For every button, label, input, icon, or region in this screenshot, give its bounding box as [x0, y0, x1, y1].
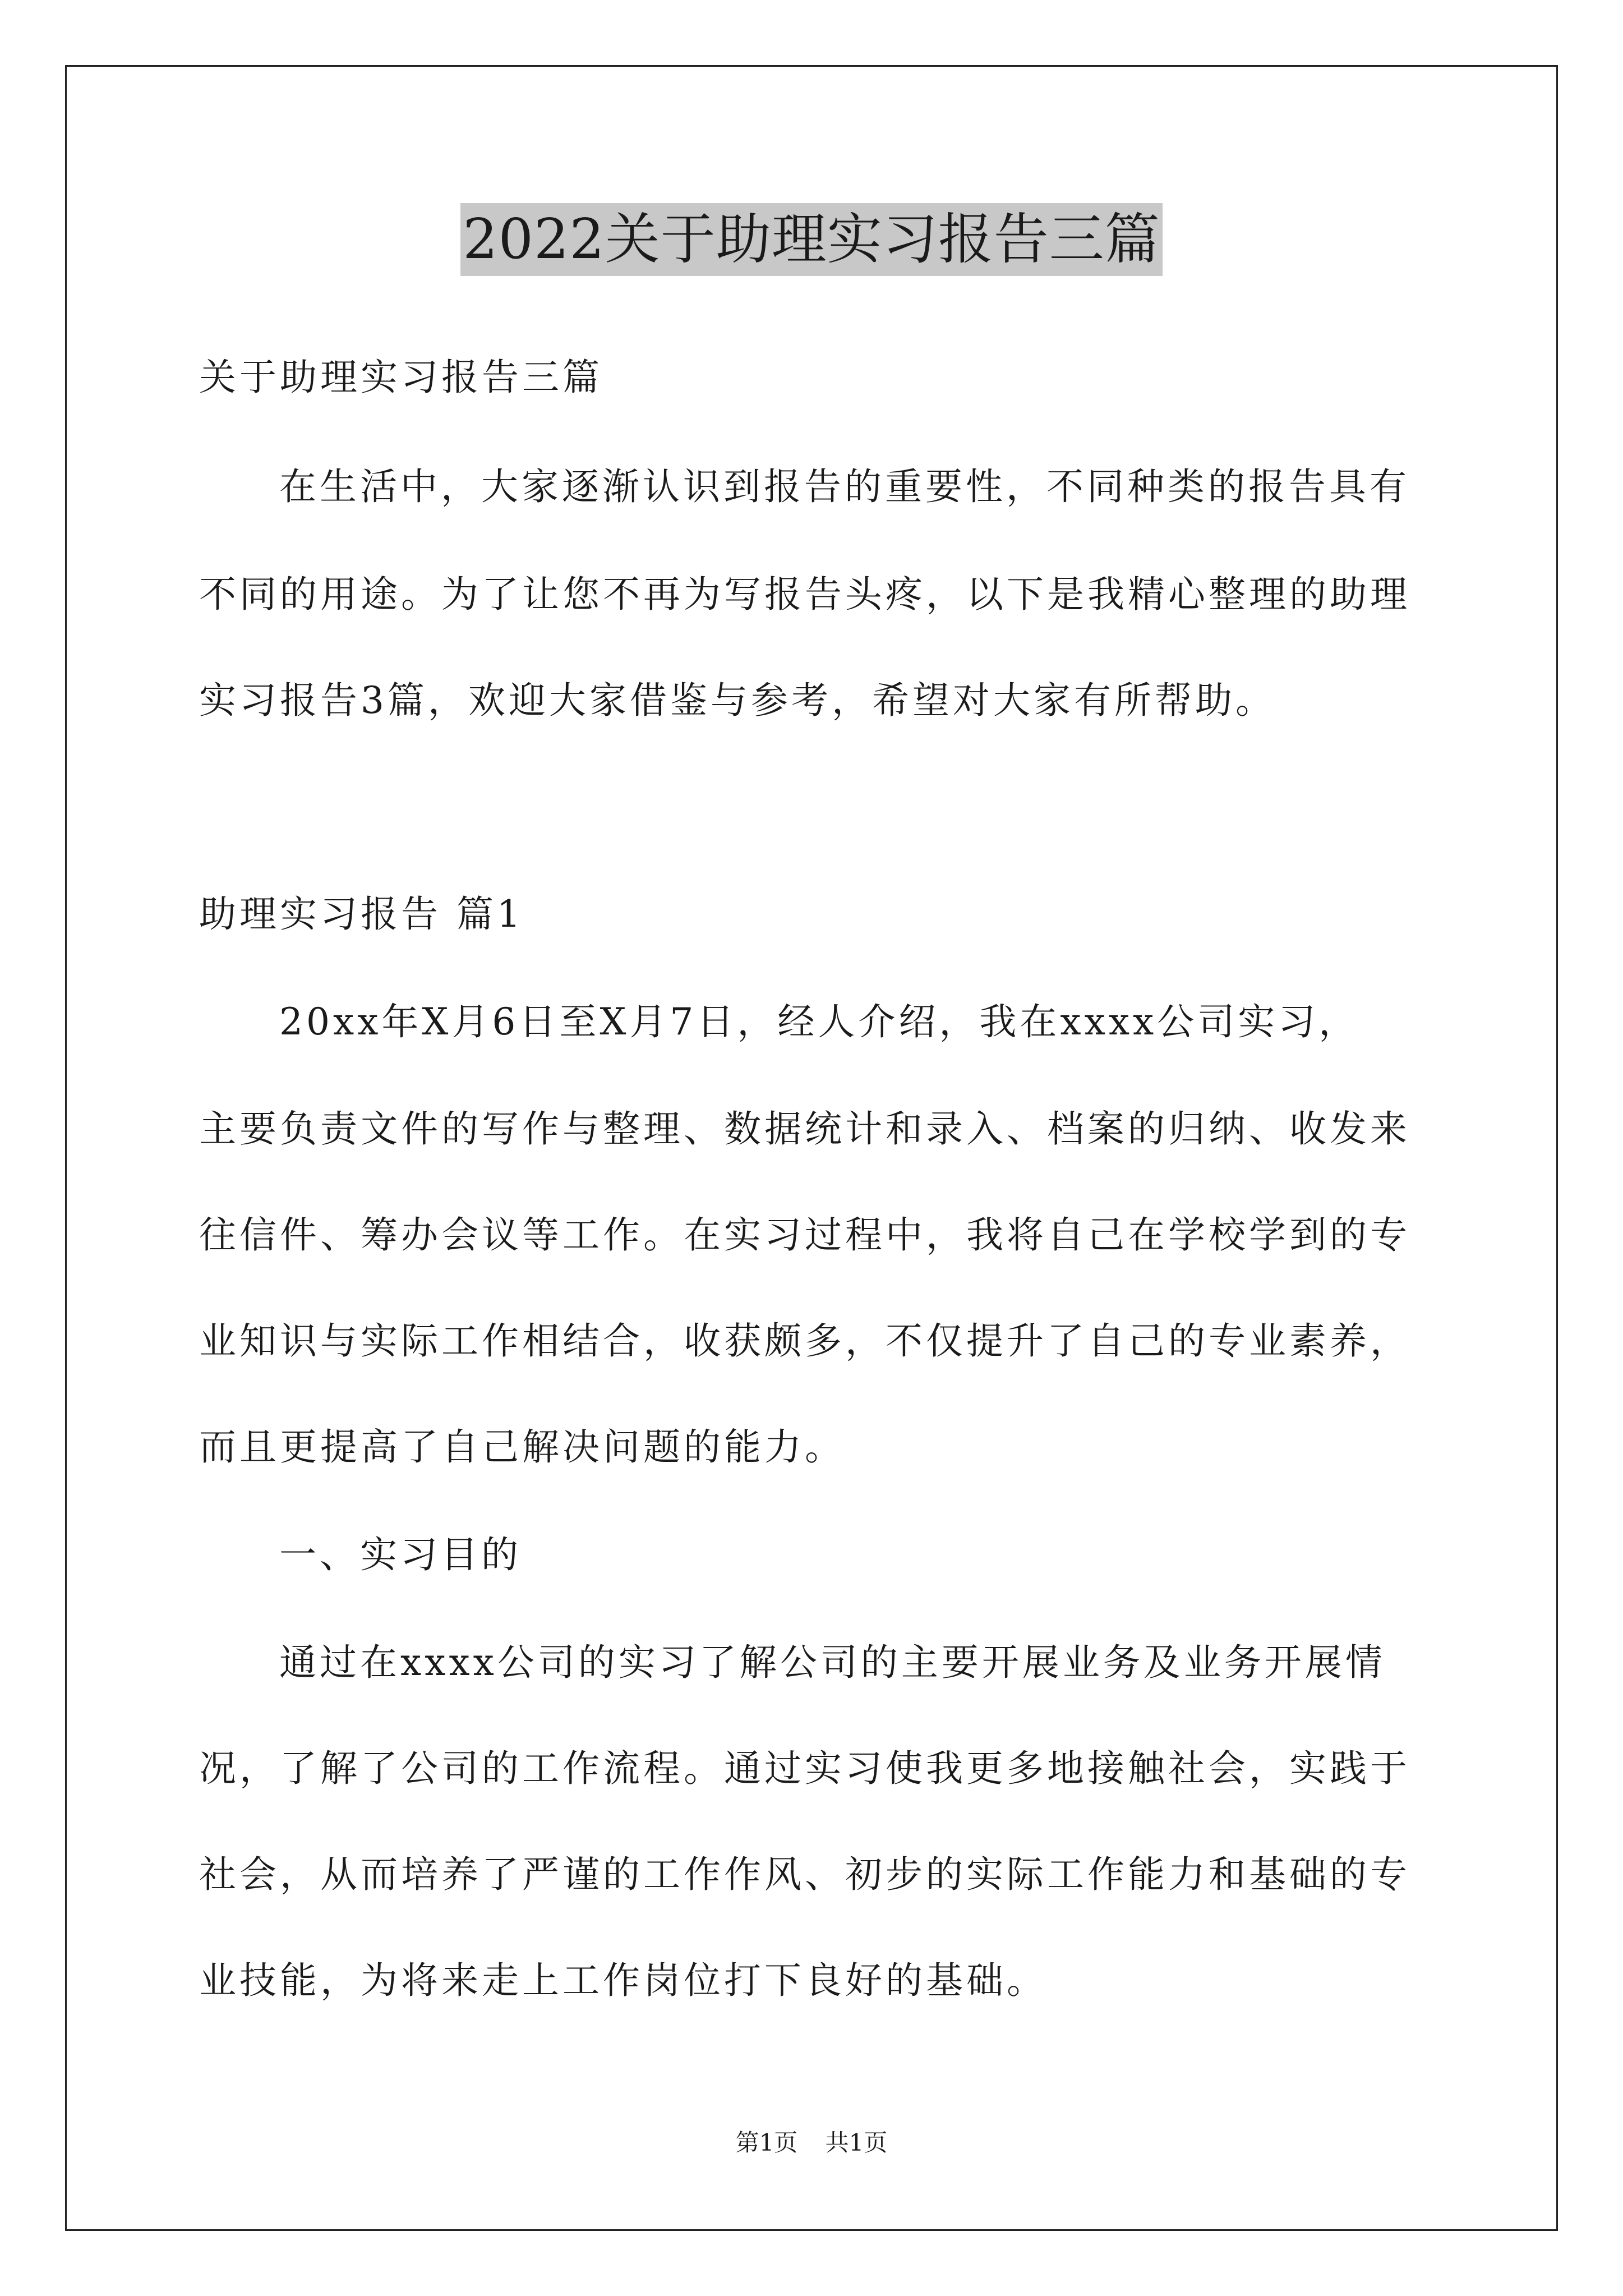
page-footer	[0, 2126, 1623, 2160]
paragraph-line: 况，了解了公司的工作流程。通过实习使我更多地接触社会，实践于	[199, 1747, 1410, 1790]
paragraph-line: 业知识与实际工作相结合，收获颇多，不仅提升了自己的专业素养，	[199, 1319, 1410, 1363]
paragraph-line: 往信件、筹办会议等工作。在实习过程中，我将自己在学校学到的专	[199, 1213, 1410, 1257]
document-title: 2022关于助理实习报告三篇	[460, 203, 1162, 276]
section-heading: 助理实习报告 篇1	[199, 892, 524, 936]
document-subtitle: 关于助理实习报告三篇	[199, 356, 603, 399]
intro-line: 不同的用途。为了让您不再为写报告头疼，以下是我精心整理的助理	[199, 573, 1410, 616]
subheading: 一、实习目的	[279, 1533, 522, 1576]
paragraph-line: 而且更提高了自己解决问题的能力。	[199, 1425, 845, 1469]
paragraph-line: 业技能，为将来走上工作岗位打下良好的基础。	[199, 1959, 1047, 2002]
paragraph-line: 通过在xxxx公司的实习了解公司的主要开展业务及业务开展情	[279, 1641, 1386, 1684]
title-container	[0, 203, 1623, 276]
page-total: 共1页	[825, 2129, 888, 2156]
paragraph-line: 主要负责文件的写作与整理、数据统计和录入、档案的归纳、收发来	[199, 1107, 1410, 1151]
intro-line: 在生活中，大家逐渐认识到报告的重要性，不同种类的报告具有	[279, 465, 1410, 508]
page-number: 第1页	[735, 2129, 798, 2156]
paragraph-line: 社会，从而培养了严谨的工作作风、初步的实际工作能力和基础的专	[199, 1853, 1410, 1896]
paragraph-line: 20xx年X月6日至X月7日，经人介绍，我在xxxx公司实习，	[279, 1000, 1359, 1043]
intro-line: 实习报告3篇，欢迎大家借鉴与参考，希望对大家有所帮助。	[199, 679, 1276, 722]
